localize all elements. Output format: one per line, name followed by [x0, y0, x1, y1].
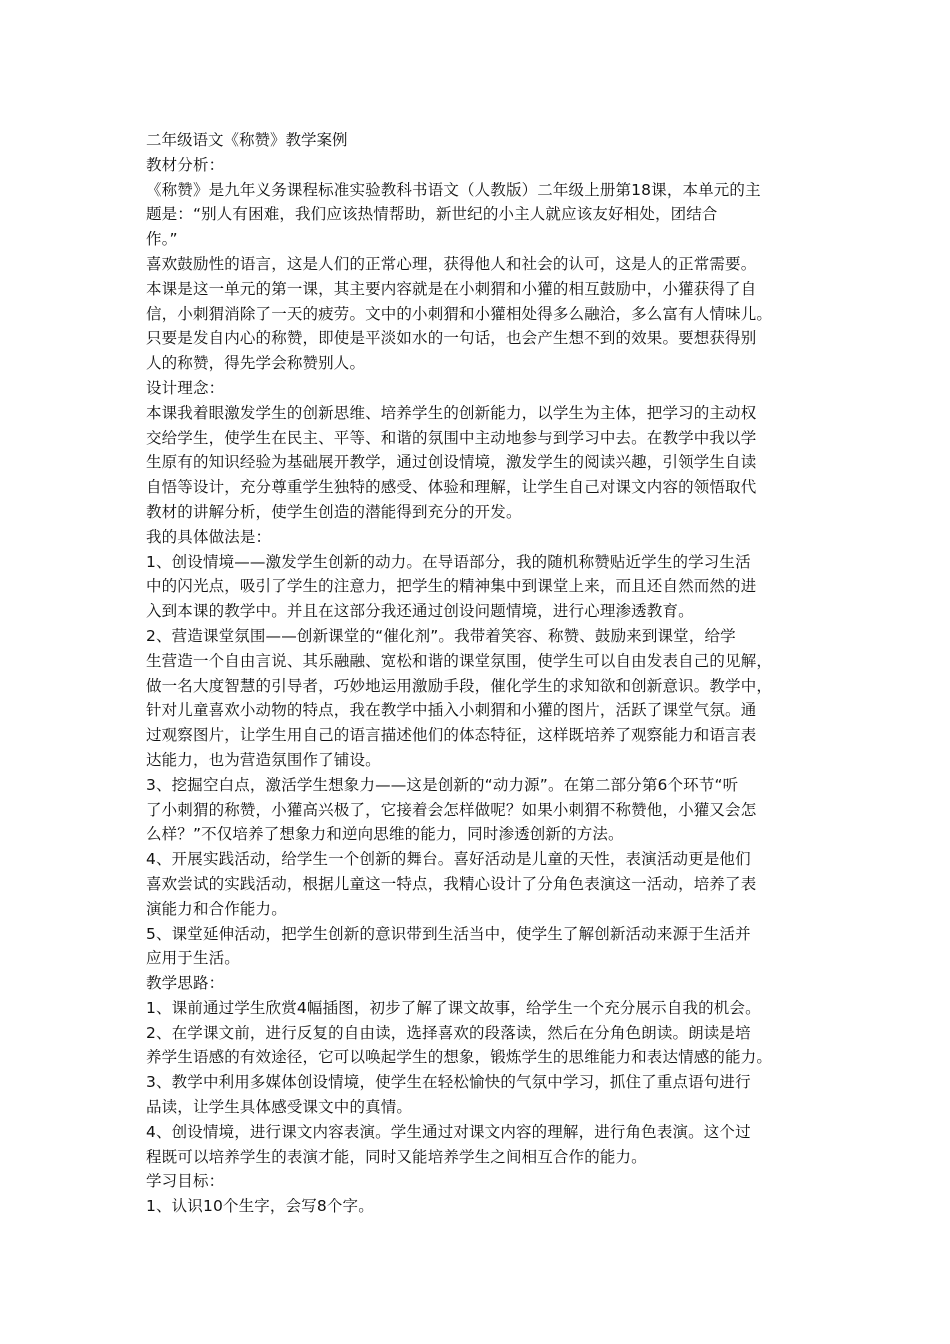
text-line: 2、在学课文前，进行反复的自由读，选择喜欢的段落读，然后在分角色朗读。朗读是培	[146, 1023, 751, 1042]
text-line: 只要是发自内心的称赞，即使是平淡如水的一句话，也会产生想不到的效果。要想获得别	[146, 329, 757, 348]
text-line: 4、开展实践活动，给学生一个创新的舞台。喜好活动是儿童的天性，表演活动更是他们	[146, 850, 751, 869]
text-line: 交给学生，使学生在民主、平等、和谐的氛围中主动地参与到学习中去。在教学中我以学	[146, 428, 757, 447]
text-line: 演能力和合作能力。	[146, 899, 287, 918]
text-line: 程既可以培养学生的表演才能，同时又能培养学生之间相互合作的能力。	[146, 1147, 647, 1166]
section-heading: 我的具体做法是：	[146, 527, 272, 546]
text-line: 么样？”不仅培养了想象力和逆向思维的能力，同时渗透创新的方法。	[146, 825, 624, 844]
text-line: 针对儿童喜欢小动物的特点，我在教学中插入小刺猬和小獾的图片，活跃了课堂气氛。通	[146, 701, 757, 720]
text-line: 达能力，也为营造氛围作了铺设。	[146, 750, 381, 769]
text-line: 1、课前通过学生欣赏4幅插图，初步了解了课文故事，给学生一个充分展示自我的机会。	[146, 998, 761, 1017]
text-line: 做一名大度智慧的引导者，巧妙地运用激励手段，催化学生的求知欲和创新意识。教学中，	[146, 676, 773, 695]
text-line: 5、课堂延伸活动，把学生创新的意识带到生活当中，使学生了解创新活动来源于生活并	[146, 924, 751, 943]
text-line: 生原有的知识经验为基础展开教学，通过创设情境，激发学生的阅读兴趣，引领学生自读	[146, 453, 757, 472]
text-line: 生营造一个自由言说、其乐融融、宽松和谐的课堂氛围，使学生可以自由发表自己的见解，	[146, 651, 773, 670]
text-line: 3、挖掘空白点，激活学生想象力——这是创新的“动力源”。在第二部分第6个环节“听	[146, 775, 739, 794]
text-line: 教材的讲解分析，使学生创造的潜能得到充分的开发。	[146, 502, 522, 521]
section-heading: 学习目标：	[146, 1172, 225, 1191]
text-line: 人的称赞，得先学会称赞别人。	[146, 354, 366, 373]
section-heading: 教学思路：	[146, 974, 225, 993]
text-line: 信，小刺猬消除了一天的疲劳。文中的小刺猬和小獾相处得多么融洽，多么富有人情味儿。	[146, 304, 773, 323]
text-line: 1、创设情境——激发学生创新的动力。在导语部分，我的随机称赞贴近学生的学习生活	[146, 552, 751, 571]
document-title: 二年级语文《称赞》教学案例	[146, 131, 348, 149]
text-line: 过观察图片，让学生用自己的语言描述他们的体态特征，这样既培养了观察能力和语言表	[146, 726, 757, 745]
text-line: 3、教学中利用多媒体创设情境，使学生在轻松愉快的气氛中学习，抓住了重点语句进行	[146, 1073, 751, 1092]
text-line: 本课我着眼激发学生的创新思维、培养学生的创新能力，以学生为主体，把学习的主动权	[146, 403, 757, 422]
section-heading: 设计理念：	[146, 378, 225, 397]
text-line: 作。”	[146, 230, 178, 249]
text-line: 1、认识10个生字，会写8个字。	[146, 1197, 374, 1216]
text-line: 了小刺猬的称赞，小獾高兴极了，它接着会怎样做呢？如果小刺猬不称赞他，小獾又会怎	[146, 800, 757, 819]
text-line: 中的闪光点，吸引了学生的注意力，把学生的精神集中到课堂上来，而且还自然而然的进	[146, 577, 757, 596]
text-line: 应用于生活。	[146, 949, 240, 968]
document-page	[146, 128, 816, 1219]
text-line: 题是：“别人有困难，我们应该热情帮助，新世纪的小主人就应该友好相处，团结合	[146, 205, 718, 224]
text-line: 自悟等设计，充分尊重学生独特的感受、体验和理解，让学生自己对课文内容的领悟取代	[146, 478, 757, 497]
text-line: 喜欢尝试的实践活动，根据儿童这一特点，我精心设计了分角色表演这一活动，培养了表	[146, 874, 757, 893]
text-line: 品读，让学生具体感受课文中的真情。	[146, 1098, 413, 1117]
text-line: 4、创设情境，进行课文内容表演。学生通过对课文内容的理解，进行角色表演。这个过	[146, 1122, 751, 1141]
text-line: 本课是这一单元的第一课，其主要内容就是在小刺猬和小獾的相互鼓励中，小獾获得了自	[146, 279, 757, 298]
document-body	[146, 153, 816, 1219]
text-line: 2、营造课堂氛围——创新课堂的“催化剂”。我带着笑容、称赞、鼓励来到课堂，给学	[146, 626, 736, 645]
section-heading: 教材分析：	[146, 155, 225, 174]
text-line: 入到本课的教学中。并且在这部分我还通过创设问题情境，进行心理渗透教育。	[146, 602, 694, 621]
text-line: 《称赞》是九年义务课程标准实验教科书语文（人教版）二年级上册第18课，本单元的主	[146, 180, 761, 199]
text-line: 喜欢鼓励性的语言，这是人们的正常心理，获得他人和社会的认可，这是人的正常需要。	[146, 254, 757, 273]
text-line: 养学生语感的有效途径，它可以唤起学生的想象，锻炼学生的思维能力和表达情感的能力。	[146, 1048, 773, 1067]
